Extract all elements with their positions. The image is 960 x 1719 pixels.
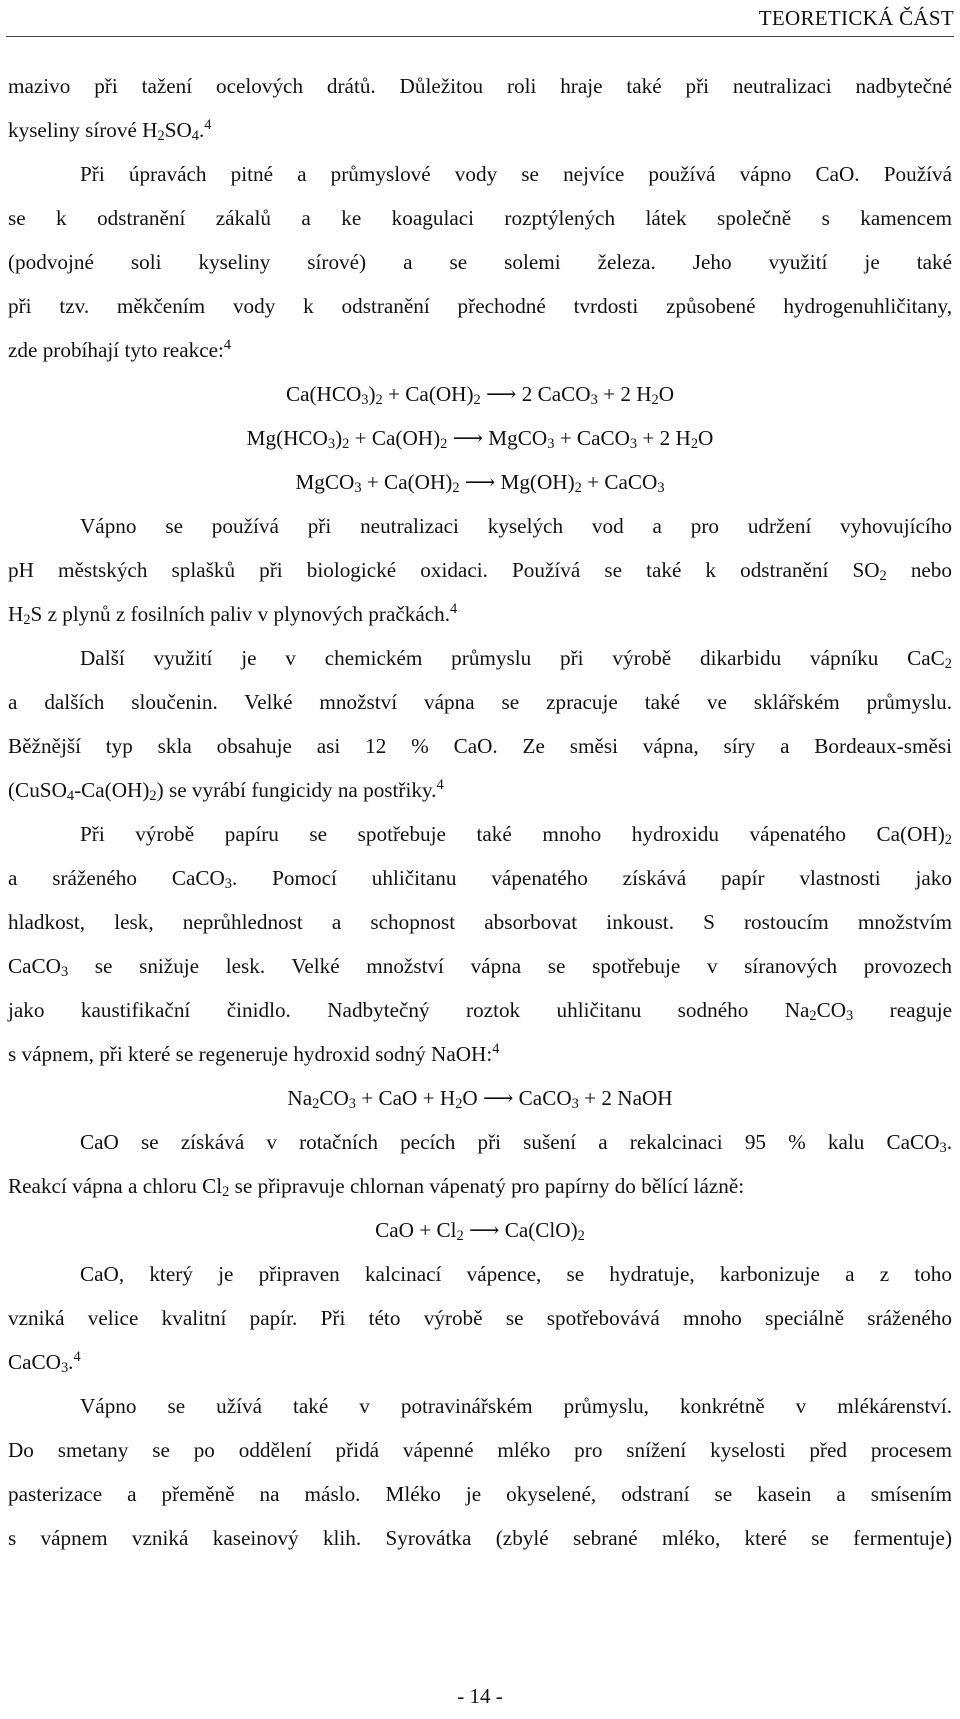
paragraph xyxy=(8,1076,952,1120)
text-line: a sráženého CaCO$_3$. Pomocí uhličitanu vápenatého získává papír vlastnosti jako xyxy=(8,866,952,893)
text-line: CaO se získává v rotačních pecích při sušení a rekalcinaci 95 % kalu CaCO$_3$. xyxy=(80,1130,952,1157)
paragraph xyxy=(8,1252,952,1384)
text-line: při tzv. měkčením vody k odstranění přechodné tvrdosti způsobené hydrogenuhličitany, xyxy=(8,294,952,318)
text-line: Vápno se užívá také v potravinářském průmyslu, konkrétně v mlékárenství. xyxy=(80,1394,952,1418)
text-line: s vápnem vzniká kaseinový klih. Syrovátka (zbylé sebrané mléko, které se fermentuje) xyxy=(8,1526,952,1550)
page-number: - 14 - xyxy=(457,1684,503,1708)
paragraph xyxy=(8,64,952,152)
paragraph xyxy=(8,372,952,504)
text-line: CaO, který je připraven kalcinací vápence, se hydratuje, karbonizuje a z toho xyxy=(80,1262,952,1286)
text-line: Další využití je v chemickém průmyslu při výrobě dikarbidu vápníku CaC$_2$ xyxy=(80,646,952,673)
document-body xyxy=(8,64,952,1560)
text-line: mazivo při tažení ocelových drátů. Důležitou roli hraje také při neutralizaci nadbytečné xyxy=(8,74,952,98)
text-line: Vápno se používá při neutralizaci kyselých vod a pro udržení vyhovujícího xyxy=(80,514,952,538)
text-line: a dalších sloučenin. Velké množství vápna se zpracuje také ve sklářském průmyslu. xyxy=(8,690,952,714)
paragraph xyxy=(8,636,952,812)
text-line: pH městských splašků při biologické oxidaci. Používá se také k odstranění $SO_2$ nebo xyxy=(8,558,952,585)
paragraph xyxy=(8,1120,952,1208)
text-line: (podvojné soli kyseliny sírové) a se solemi železa. Jeho využití je také xyxy=(8,250,952,274)
paragraph xyxy=(8,1208,952,1252)
text-line: CaCO$_3$ se snižuje lesk. Velké množství vápna se spotřebuje v síranových provozech xyxy=(8,954,952,981)
section-title: TEORETICKÁ ČÁST xyxy=(758,6,954,30)
page-header xyxy=(0,0,960,44)
text-line: vzniká velice kvalitní papír. Při této výrobě se spotřebovává mnoho speciálně sráženého xyxy=(8,1306,952,1330)
text-line: $H_2S$ z plynů z fosilních paliv v plynových pračkách.$^4$ xyxy=(8,601,458,629)
header-divider xyxy=(6,36,954,37)
equation-line: $Na_2CO_3$ + CaO + $H_2O$ ⟶ CaCO$_3$ + 2 NaOH xyxy=(287,1086,673,1113)
paragraph xyxy=(8,152,952,372)
text-line: pasterizace a přeměně na máslo. Mléko je okyselené, odstraní se kasein a smísením xyxy=(8,1482,952,1506)
text-line: jako kaustifikační činidlo. Nadbytečný roztok uhličitanu sodného $Na_2CO_3$ reaguje xyxy=(8,998,952,1025)
equation-line: $Mg(HCO_3)_2 + Ca(OH)_2$ ⟶ MgCO$_3$ + CaCO$_3$ + 2 $H_2O$ xyxy=(246,426,714,453)
text-line: CaCO$_3$.$^4$ xyxy=(8,1349,81,1377)
text-line: s vápnem, při které se regeneruje hydroxid sodný NaOH:$^4$ xyxy=(8,1041,500,1066)
paragraph xyxy=(8,504,952,636)
text-line: Do smetany se po oddělení přidá vápenné mléko pro snížení kyselosti před procesem xyxy=(8,1438,952,1462)
text-line: $(CuSO_4-Ca(OH)_2)$ se vyrábí fungicidy na postřiky.$^4$ xyxy=(8,777,444,805)
equation-line: MgCO$_3$ + $Ca(OH)_2$ ⟶ $Mg(OH)_2$ + CaCO$_3$ xyxy=(295,470,665,497)
text-line: se k odstranění zákalů a ke koagulaci rozptýlených látek společně s kamencem xyxy=(8,206,952,230)
text-line: Reakcí vápna a chloru $Cl_2$ se připravuje chlornan vápenatý pro papírny do bělící lázně: xyxy=(8,1174,745,1201)
paragraph xyxy=(8,812,952,1076)
text-line: Běžnější typ skla obsahuje asi 12 % CaO. Ze směsi vápna, síry a Bordeaux-směsi xyxy=(8,734,952,758)
text-line: Při výrobě papíru se spotřebuje také mnoho hydroxidu vápenatého $Ca(OH)_2$ xyxy=(80,822,952,849)
text-line: Při úpravách pitné a průmyslové vody se nejvíce používá vápno CaO. Používá xyxy=(80,162,952,186)
text-line: kyseliny sírové $H_2SO_4.^4$ xyxy=(8,117,212,145)
text-line: zde probíhají tyto reakce:$^4$ xyxy=(8,337,232,362)
equation-line: $Ca(HCO_3)_2 + Ca(OH)_2$ ⟶ 2 CaCO$_3$ + 2 $H_2O$ xyxy=(285,382,675,409)
paragraph xyxy=(8,1384,952,1560)
text-line: hladkost, lesk, neprůhlednost a schopnost absorbovat inkoust. S rostoucím množstvím xyxy=(8,910,952,934)
equation-line: CaO + $Cl_2$ ⟶ $Ca(ClO)_2$ xyxy=(375,1218,585,1245)
